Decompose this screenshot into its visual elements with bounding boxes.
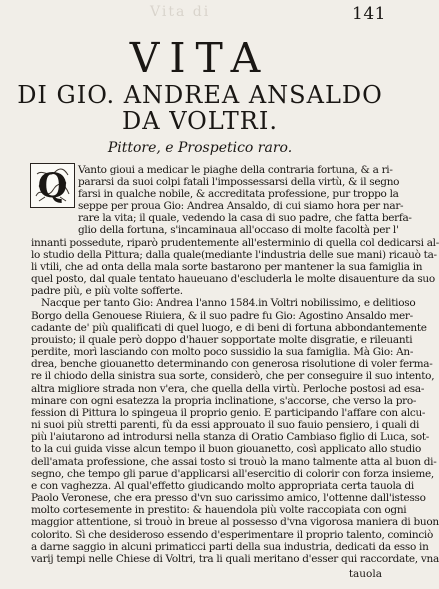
title-name: DI GIO. ANDREA ANSALDO <box>17 81 383 109</box>
text-line: farsi in qualche nobile, & accreditata professione, pur troppo la <box>78 188 399 200</box>
text-line: seppe per proua Gio: Andrea Ansaldo, di cui siamo hora per nar- <box>78 200 404 212</box>
text-line: minare con ogni esatezza la propria inclinatione, s'accorse, che verso la pro- <box>31 395 417 407</box>
text-line: fession di Pittura lo spingeua il proprio genio. E participando l'affare con alcu- <box>31 407 426 419</box>
text-line: Paolo Veronese, che era presso d'vn suo carissimo amico, l'ottenne dall'istesso <box>31 492 426 504</box>
text-line: pararsi da suoi colpi fatali l'impossessarsi della virtù, & il segno <box>78 176 400 188</box>
text-line: maggior attentione, si trouò in breue al possesso d'vna vigorosa maniera di buon <box>31 516 439 528</box>
text-line: Vanto gioui a medicar le piaghe della contraria fortuna, & a ri- <box>78 164 393 176</box>
dropcap-letter: Q <box>37 165 68 206</box>
catchword: tauola <box>348 568 382 580</box>
page-number: 141 <box>352 4 386 24</box>
text-line: Borgo della Genouese Riuiera, & il suo padre fu Gio: Agostino Ansaldo mer- <box>31 310 413 322</box>
text-line: segno, che tempo gli parue d'applicarsi all'esercitio di colorir con forza insieme, <box>31 468 434 480</box>
text-line: quel posto, dal quale tentato haueuano d'escluderla le molte disauenture da suo <box>31 273 435 285</box>
text-line: altra migliore strada non v'era, che quella della virtù. Perloche postosi ad esa- <box>31 383 425 395</box>
text-line: lo studio della Pittura; dalla quale(mediante l'industria delle sue mani) ricauò ta- <box>31 249 437 261</box>
text-line: cadante de' più qualificati di quel luogo, e di beni di fortuna abbondantemente <box>31 322 427 334</box>
text-line: perdite, morì lasciando con molto poco sussidio la sua famiglia. Mà Gio: An- <box>31 346 414 358</box>
text-line: glio della fortuna, s'incaminaua all'occaso di molte facoltà per l' <box>78 224 399 236</box>
text-line: innanti possedute, riparò prudentemente all'esterminio di quella col dedicarsi al- <box>31 237 439 249</box>
text-line: re il chiodo della sinistra sua sorte, considerò, che per conseguire il suo intento, <box>31 370 435 382</box>
text-line: padre più, e più volte sofferte. <box>31 285 183 297</box>
title-vita: VITA <box>129 34 271 82</box>
text-line: ni suoi più stretti parenti, fù da essi approuato il suo fauio pensiero, i quali di <box>31 419 420 431</box>
title-origin: DA VOLTRI. <box>122 107 278 135</box>
text-line: dell'amata professione, che assai tosto si trouò la mano talmente atta al buon di- <box>31 456 437 468</box>
text-line: rare la vita; il quale, vedendo la casa di suo padre, che fatta berfa- <box>78 212 412 224</box>
text-line: e con vaghezza. Al qual'effetto giudicando molto appropriata certa tauola di <box>31 480 414 492</box>
text-line: più l'aiutarono ad introdursi nella stanza di Oratio Cambiaso figlio di Luca, sot- <box>31 431 430 443</box>
text-line: molto cortesemente in prestito: & hauendola più volte raccopiata con ogni <box>31 504 407 516</box>
text-line: varij tempi nelle Chiese di Voltri, tra li quali meritano d'esser qui raccordate, vna <box>31 553 439 565</box>
text-line: to la cui guida visse alcun tempo il buon giouanetto, così applicato allo studio <box>31 443 422 455</box>
text-line: li vtili, che ad onta della mala sorte bastarono per mantener la sua famiglia in <box>31 261 423 273</box>
text-line: drea, benche giouanetto determinando con generosa risolutione di voler ferma- <box>31 358 433 370</box>
text-line: Nacque per tanto Gio: Andrea l'anno 1584.in Voltri nobilissimo, e delitioso <box>41 297 416 309</box>
text-line: prouisto; il quale però doppo d'hauer sopportate molte disgratie, e rileuanti <box>31 334 413 346</box>
text-line: colorito. Sì che desideroso essendo d'esperimentare il proprio talento, cominciò <box>31 529 433 541</box>
subtitle: Pittore, e Prospetico raro. <box>107 140 293 156</box>
decorated-initial <box>30 163 75 208</box>
bleed-through-text: Vita di <box>150 4 211 20</box>
text-line: a darne saggio in alcuni primaticci parti della sua industria, dedicati da esso in <box>31 541 429 553</box>
